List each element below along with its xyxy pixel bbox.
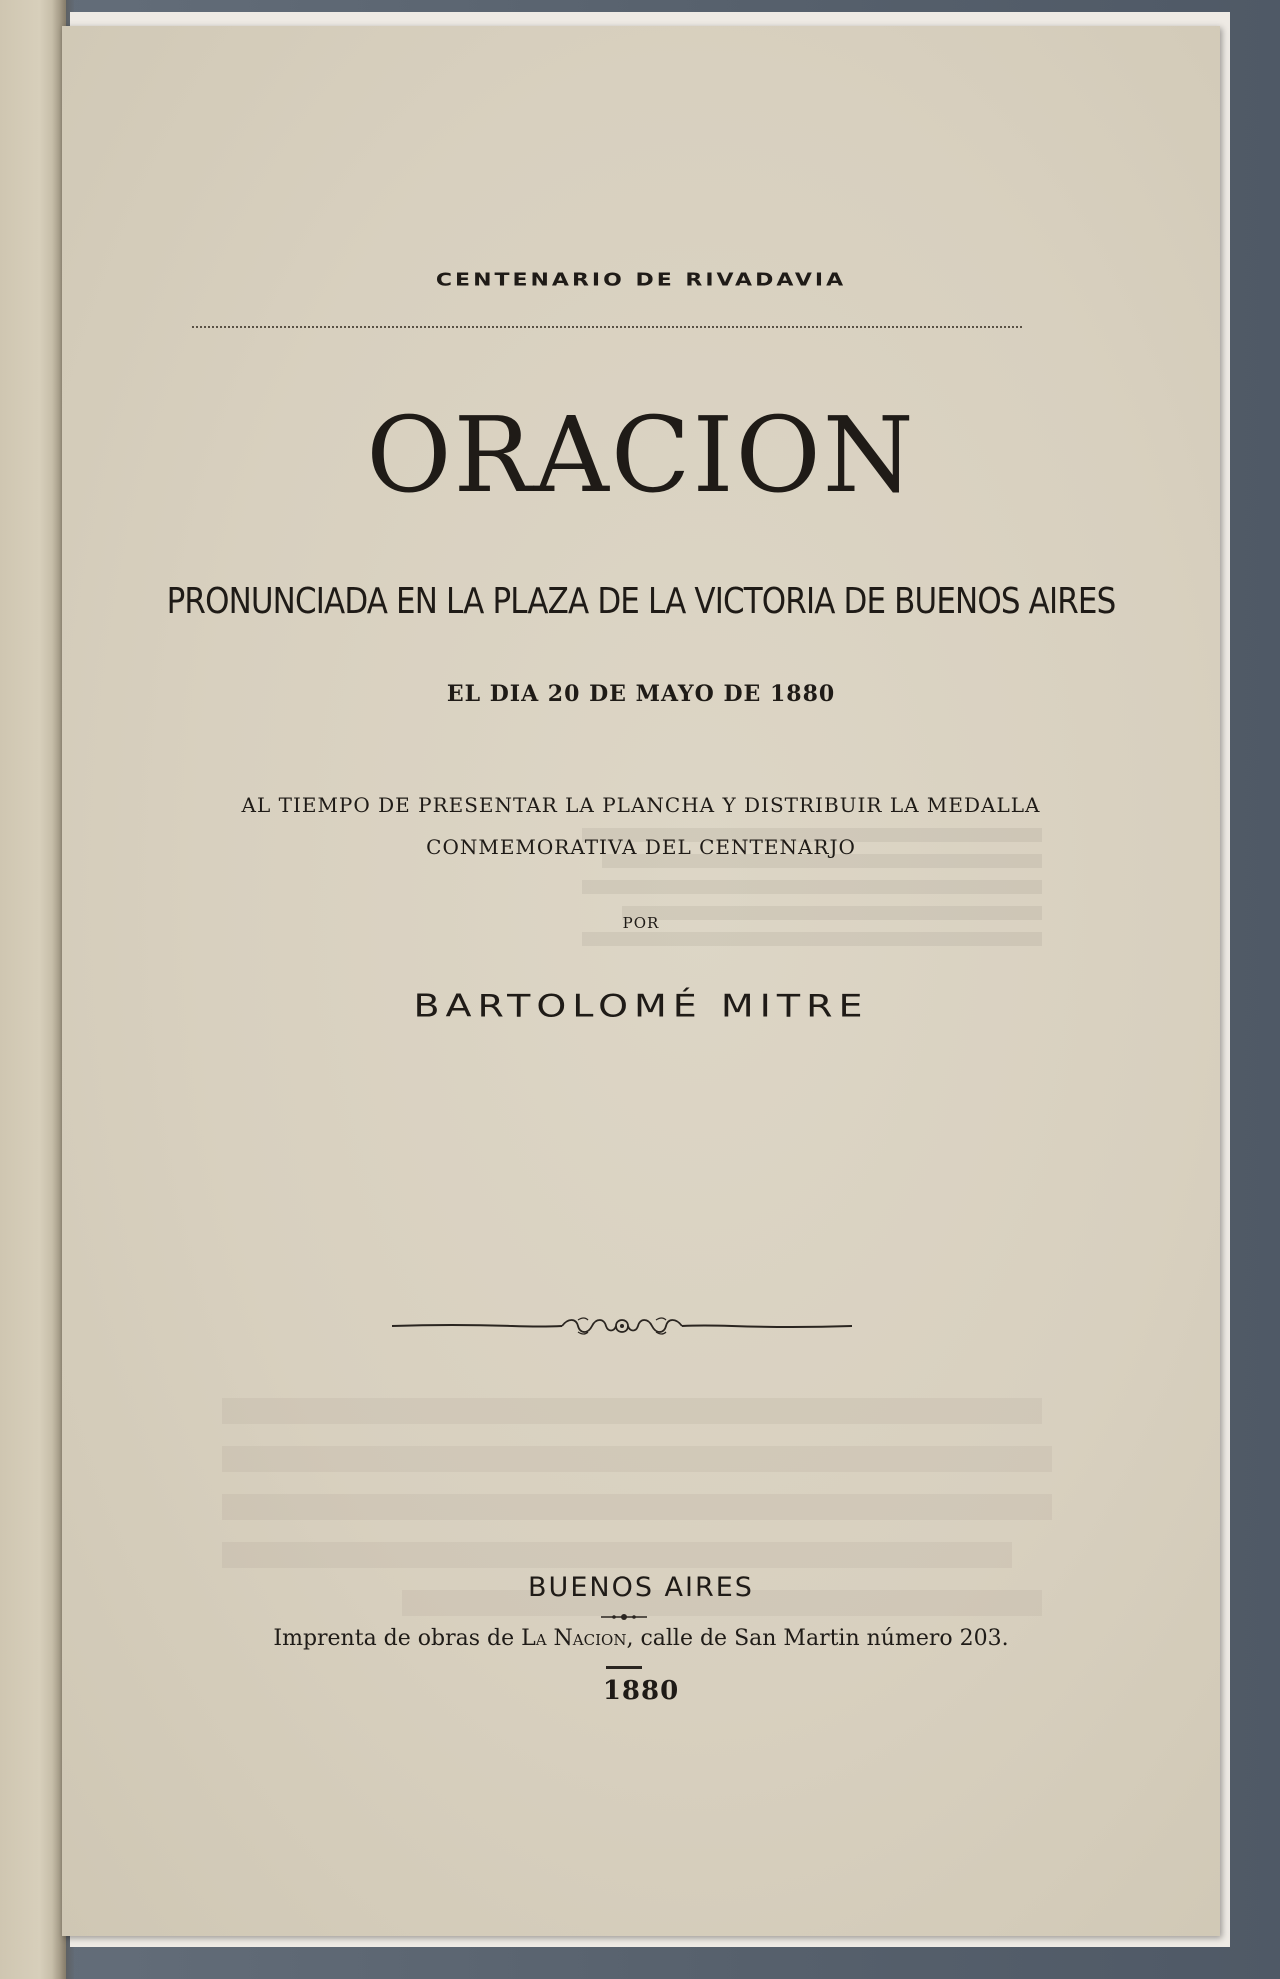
small-ornament-icon bbox=[601, 1612, 647, 1622]
imprint-line bbox=[62, 1626, 1220, 1651]
author-name: BARTOLOMÉ MITRE bbox=[413, 987, 869, 1025]
short-divider bbox=[606, 1666, 642, 1669]
occasion-line-2: CONMEMORATIVA DEL CENTENARJO bbox=[426, 835, 856, 859]
dotted-divider bbox=[192, 326, 1022, 328]
by-label: POR bbox=[622, 914, 660, 932]
occasion-line-1: AL TIEMPO DE PRESENTAR LA PLANCHA Y DISTRIBUIR LA MEDALLA bbox=[241, 793, 1041, 817]
title-page bbox=[62, 26, 1220, 1936]
occasion-text bbox=[62, 784, 1220, 868]
date-line: EL DIA 20 DE MAYO DE 1880 bbox=[446, 681, 836, 707]
imprint-press-name: La Nacion bbox=[521, 1626, 627, 1651]
publication-year: 1880 bbox=[602, 1676, 680, 1706]
imprint-suffix: , calle de San Martin número 203. bbox=[626, 1626, 1009, 1651]
main-title: ORACION bbox=[366, 394, 916, 516]
series-title: CENTENARIO DE RIVADAVIA bbox=[435, 270, 847, 291]
subtitle: PRONUNCIADA EN LA PLAZA DE LA VICTORIA DE BUENOS AIRES bbox=[166, 581, 1116, 622]
ornamental-rule-icon bbox=[392, 1314, 852, 1338]
city: BUENOS AIRES bbox=[528, 1572, 754, 1603]
imprint-prefix: Imprenta de obras de bbox=[273, 1626, 522, 1651]
